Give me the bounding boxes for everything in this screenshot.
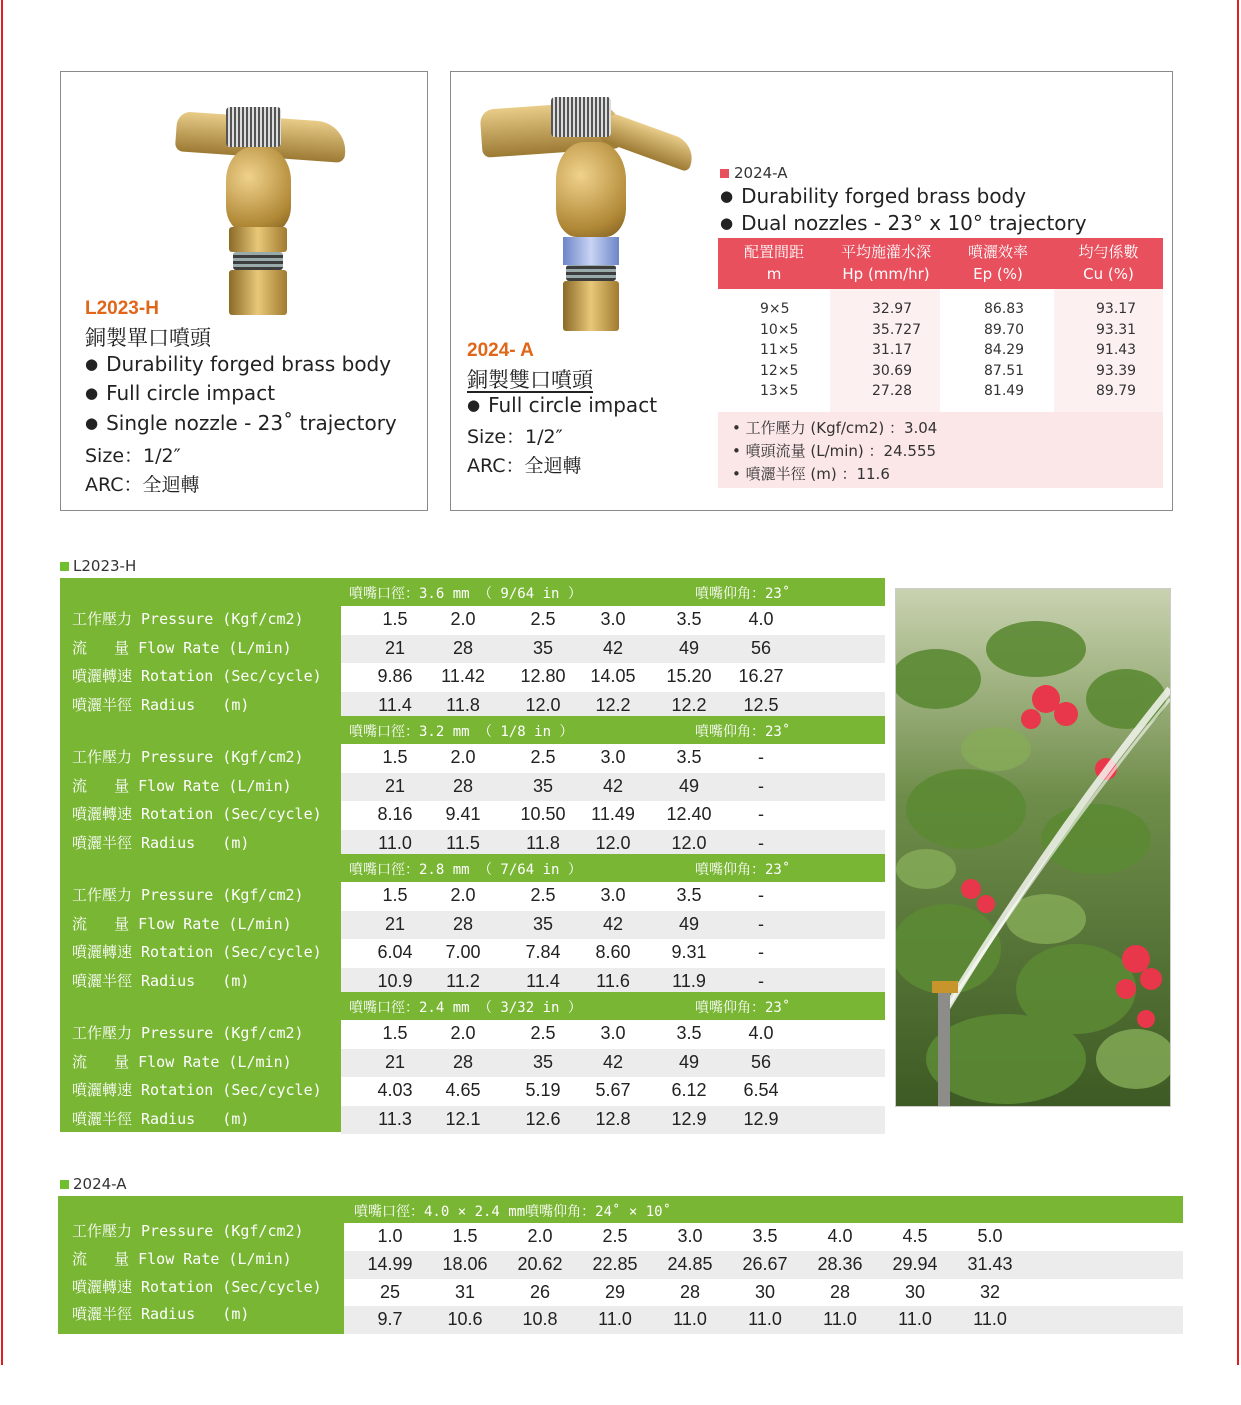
product-code: L2023-H xyxy=(85,298,159,319)
value-cell: 49 xyxy=(678,913,700,934)
perf-cell: 87.51 xyxy=(984,362,1025,379)
value-cell: 28.36 xyxy=(817,1253,863,1274)
value-cell: 2.5 xyxy=(530,885,556,905)
value-cell: 11.4 xyxy=(378,694,412,715)
value-cell: 11.8 xyxy=(526,832,560,853)
value-cell: 12.5 xyxy=(743,694,779,715)
perf-cell: 31.17 xyxy=(872,342,913,358)
value-cell: 2.5 xyxy=(530,1023,556,1043)
value-cell: - xyxy=(758,885,764,905)
value-cell: 26.67 xyxy=(742,1253,788,1274)
value-cell: 14.99 xyxy=(367,1253,413,1274)
value-cell: 1.5 xyxy=(382,747,408,767)
value-cell: 12.0 xyxy=(525,694,561,715)
perf-feature: ● Dual nozzles - 23° x 10° trajectory xyxy=(720,211,1087,235)
perf-cell: 84.29 xyxy=(984,342,1025,358)
value-cell: 1.5 xyxy=(382,885,408,905)
nozzle-angle: 噴嘴仰角：23˚ xyxy=(695,724,791,740)
feature-item: ● Durability forged brass body xyxy=(85,352,391,376)
value-cell: 35 xyxy=(532,775,554,796)
value-cell: - xyxy=(758,832,764,853)
value-cell: 21 xyxy=(384,1051,406,1072)
perf-tag: 2024-A xyxy=(720,164,788,182)
value-cell: 56 xyxy=(750,1051,772,1072)
value-cell: 26 xyxy=(529,1281,551,1302)
value-cell: 11.6 xyxy=(596,970,630,991)
value-cell: 21 xyxy=(384,637,406,658)
value-cell: 11.2 xyxy=(446,970,480,991)
perf-cell: 27.28 xyxy=(872,383,913,399)
row-label: 工作壓力 Pressure (Kgf/cm2) xyxy=(72,1024,304,1042)
feature-item: ● Full circle impact xyxy=(85,381,275,405)
sprinkler-2024a-image xyxy=(481,87,701,337)
value-cell: 9.41 xyxy=(445,804,481,824)
value-cell: 42 xyxy=(602,913,624,934)
row-label: 噴灑半徑 Radius (m) xyxy=(72,695,250,714)
value-cell: 11.3 xyxy=(378,1108,412,1129)
value-cell: 12.2 xyxy=(595,694,631,715)
row-label: 流 量 Flow Rate (L/min) xyxy=(72,914,292,933)
value-cell: 4.5 xyxy=(902,1226,928,1246)
value-cell: 6.12 xyxy=(671,1080,707,1100)
value-cell: 12.40 xyxy=(666,804,712,824)
value-cell: 8.16 xyxy=(377,804,413,824)
spec-table-l2023h xyxy=(60,578,885,1132)
value-cell: 20.62 xyxy=(517,1253,563,1274)
nozzle-angle: 噴嘴仰角：23˚ xyxy=(695,586,791,602)
value-cell: 10.9 xyxy=(377,970,413,991)
row-label: 噴灑轉速 Rotation (Sec/cycle) xyxy=(72,943,322,961)
value-cell: 30 xyxy=(754,1281,776,1302)
value-cell: 21 xyxy=(384,913,406,934)
value-cell: 9.31 xyxy=(671,942,707,962)
value-cell: 5.67 xyxy=(595,1080,631,1100)
row-label: 工作壓力 Pressure (Kgf/cm2) xyxy=(72,748,304,766)
value-cell: 42 xyxy=(602,775,624,796)
value-cell: 35 xyxy=(532,913,554,934)
feature-item: ● Full circle impact xyxy=(467,393,657,417)
row-label: 噴灑半徑 Radius (m) xyxy=(72,1305,250,1324)
value-cell: 28 xyxy=(452,775,474,796)
value-cell: 32 xyxy=(979,1281,1001,1302)
value-cell: 1.5 xyxy=(382,1023,408,1043)
value-cell: 11.0 xyxy=(748,1309,782,1330)
garden-photo xyxy=(895,588,1171,1107)
product-name: 銅製雙口噴頭 xyxy=(467,368,593,392)
value-cell: 6.54 xyxy=(743,1080,779,1100)
value-cell: 25 xyxy=(379,1281,401,1302)
value-cell: 49 xyxy=(678,775,700,796)
value-cell: 49 xyxy=(678,1051,700,1072)
value-cell: 28 xyxy=(679,1281,701,1302)
value-cell: 3.5 xyxy=(676,609,702,629)
row-label: 流 量 Flow Rate (L/min) xyxy=(72,1052,292,1071)
value-cell: 11.0 xyxy=(898,1309,932,1330)
product-card-l2023h xyxy=(60,71,428,511)
row-label: 噴灑轉速 Rotation (Sec/cycle) xyxy=(72,667,322,685)
value-cell: 10.50 xyxy=(520,804,566,824)
value-cell: 2.5 xyxy=(530,747,556,767)
flow-note: • 噴頭流量 (L/min) ：24.555 xyxy=(732,442,937,460)
value-cell: 11.5 xyxy=(446,832,480,853)
value-cell: 21 xyxy=(384,775,406,796)
product-card-2024a xyxy=(450,71,1173,511)
row-label: 工作壓力 Pressure (Kgf/cm2) xyxy=(72,610,304,628)
value-cell: 31 xyxy=(454,1281,476,1302)
value-cell: 2.0 xyxy=(527,1226,553,1246)
value-cell: - xyxy=(758,970,764,991)
value-cell: 11.8 xyxy=(446,694,480,715)
nozzle-spec: 噴嘴口徑：3.6 mm （ 9/64 in ） xyxy=(349,586,582,602)
left-border-line xyxy=(1,0,3,1365)
perf-cell: 9×5 xyxy=(760,301,790,317)
pressure-note: • 工作壓力 (Kgf/cm2) ：3.04 xyxy=(732,419,938,437)
value-cell: 11.0 xyxy=(823,1309,857,1330)
value-cell: 5.0 xyxy=(977,1226,1003,1246)
value-cell: 8.60 xyxy=(595,942,631,962)
value-cell: 7.00 xyxy=(445,942,481,962)
value-cell: 2.5 xyxy=(530,609,556,629)
value-cell: 28 xyxy=(452,1051,474,1072)
value-cell: 11.49 xyxy=(591,804,635,824)
perf-cell: 93.39 xyxy=(1096,362,1137,379)
perf-cell: 35.727 xyxy=(872,321,921,338)
value-cell: 2.0 xyxy=(450,885,476,905)
perf-cell: 86.83 xyxy=(984,301,1025,317)
perf-feature: ● Durability forged brass body xyxy=(720,184,1026,208)
feature-item: ● Single nozzle - 23˚ trajectory xyxy=(85,411,397,435)
perf-cell: 13×5 xyxy=(760,383,799,399)
value-cell: 9.86 xyxy=(377,666,413,686)
value-cell: 28 xyxy=(829,1281,851,1302)
value-cell: 12.6 xyxy=(525,1108,561,1129)
perf-cell: 93.31 xyxy=(1096,321,1137,338)
value-cell: 1.0 xyxy=(377,1226,403,1246)
value-cell: 28 xyxy=(452,913,474,934)
perf-cell: 89.70 xyxy=(984,321,1025,338)
row-label: 噴灑轉速 Rotation (Sec/cycle) xyxy=(72,1277,322,1296)
value-cell: 3.5 xyxy=(752,1226,778,1246)
value-cell: 2.5 xyxy=(602,1226,628,1246)
value-cell: 3.5 xyxy=(676,747,702,767)
value-cell: 42 xyxy=(602,1051,624,1072)
value-cell: 12.9 xyxy=(743,1108,779,1129)
sprinkler-l2023h-image xyxy=(171,87,351,317)
value-cell: 14.05 xyxy=(590,666,636,686)
nozzle-angle: 噴嘴仰角：23˚ xyxy=(695,862,791,878)
value-cell: 24.85 xyxy=(667,1253,713,1274)
perf-cell: 30.69 xyxy=(872,362,913,379)
row-label: 噴灑轉速 Rotation (Sec/cycle) xyxy=(72,805,322,823)
arc-text: ARC：全迴轉 xyxy=(467,455,582,477)
value-cell: 30 xyxy=(904,1281,926,1302)
value-cell: 4.0 xyxy=(827,1226,853,1246)
perf-cell: 93.17 xyxy=(1096,301,1137,317)
value-cell: - xyxy=(758,942,764,962)
arc-text: ARC：全迴轉 xyxy=(85,474,200,496)
value-cell: 3.0 xyxy=(600,885,626,905)
nozzle-spec: 噴嘴口徑：4.0 × 2.4 mm噴嘴仰角：24˚ × 10˚ xyxy=(354,1204,672,1220)
row-label: 流 量 Flow Rate (L/min) xyxy=(72,638,292,657)
value-cell: - xyxy=(758,747,764,767)
value-cell: 42 xyxy=(602,637,624,658)
value-cell: 2.0 xyxy=(450,747,476,767)
size-text: Size：1/2″ xyxy=(85,445,181,467)
value-cell: 16.27 xyxy=(738,666,784,686)
perf-cell: 32.97 xyxy=(872,301,913,317)
value-cell: 1.5 xyxy=(382,609,408,629)
value-cell: 3.0 xyxy=(677,1226,703,1246)
value-cell: 12.9 xyxy=(671,1108,707,1129)
nozzle-angle: 噴嘴仰角：23˚ xyxy=(695,1000,791,1016)
row-label: 工作壓力 Pressure (Kgf/cm2) xyxy=(72,1222,304,1240)
value-cell: 56 xyxy=(750,637,772,658)
spec-table-2024a xyxy=(58,1196,1183,1334)
value-cell: 35 xyxy=(532,637,554,658)
value-cell: - xyxy=(758,775,764,796)
value-cell: 4.0 xyxy=(748,609,774,629)
value-cell: 1.5 xyxy=(452,1226,478,1246)
value-cell: 11.42 xyxy=(441,666,485,686)
value-cell: 28 xyxy=(452,637,474,658)
product-name: 銅製單口噴頭 xyxy=(85,326,211,350)
value-cell: 29.94 xyxy=(892,1253,938,1274)
value-cell: 11.0 xyxy=(973,1309,1007,1330)
perf-cell: 81.49 xyxy=(984,383,1025,399)
value-cell: 5.19 xyxy=(525,1080,561,1100)
value-cell: 12.8 xyxy=(595,1108,631,1129)
value-cell: 7.84 xyxy=(525,942,561,962)
right-border-line xyxy=(1237,0,1239,1365)
value-cell: 11.0 xyxy=(673,1309,707,1330)
value-cell: 11.4 xyxy=(526,970,560,991)
row-label: 噴灑半徑 Radius (m) xyxy=(72,1109,250,1128)
value-cell: 10.8 xyxy=(522,1309,558,1330)
row-label: 工作壓力 Pressure (Kgf/cm2) xyxy=(72,886,304,904)
section-title-l2023h: L2023-H xyxy=(60,557,136,575)
perf-cell: 89.79 xyxy=(1096,383,1137,399)
row-label: 噴灑半徑 Radius (m) xyxy=(72,833,250,852)
nozzle-spec: 噴嘴口徑：2.4 mm （ 3/32 in ） xyxy=(349,1000,582,1016)
value-cell: 2.0 xyxy=(450,1023,476,1043)
value-cell: - xyxy=(758,913,764,934)
perf-cell: 91.43 xyxy=(1096,342,1137,358)
value-cell: 12.80 xyxy=(520,666,566,686)
value-cell: 2.0 xyxy=(450,609,476,629)
perf-notes xyxy=(718,412,1163,488)
perf-cell: 11×5 xyxy=(760,342,799,358)
value-cell: 4.0 xyxy=(748,1023,774,1043)
value-cell: 12.2 xyxy=(671,694,707,715)
value-cell: 15.20 xyxy=(666,666,712,686)
value-cell: 6.04 xyxy=(377,942,413,962)
value-cell: 35 xyxy=(532,1051,554,1072)
nozzle-spec: 噴嘴口徑：2.8 mm （ 7/64 in ） xyxy=(349,862,582,878)
value-cell: 3.0 xyxy=(600,609,626,629)
value-cell: 12.0 xyxy=(595,832,631,853)
row-label: 噴灑轉速 Rotation (Sec/cycle) xyxy=(72,1081,322,1099)
value-cell: 3.0 xyxy=(600,1023,626,1043)
section-title-2024a: 2024-A xyxy=(60,1175,127,1193)
value-cell: 3.5 xyxy=(676,885,702,905)
perf-cell: 12×5 xyxy=(760,362,799,379)
value-cell: 12.0 xyxy=(671,832,707,853)
value-cell: 31.43 xyxy=(967,1253,1013,1274)
perf-cell: 10×5 xyxy=(760,321,799,338)
value-cell: 11.9 xyxy=(672,970,706,991)
value-cell: 10.6 xyxy=(447,1309,483,1330)
value-cell: 11.0 xyxy=(598,1309,632,1330)
product-code: 2024- A xyxy=(467,340,534,361)
nozzle-spec: 噴嘴口徑：3.2 mm （ 1/8 in ） xyxy=(349,724,574,740)
value-cell: 49 xyxy=(678,637,700,658)
value-cell: 4.65 xyxy=(445,1080,481,1100)
value-cell: 11.0 xyxy=(378,832,412,853)
value-cell: 4.03 xyxy=(377,1080,413,1100)
value-cell: 9.7 xyxy=(377,1309,403,1330)
row-label: 噴灑半徑 Radius (m) xyxy=(72,971,250,990)
perf-table-body xyxy=(718,289,1163,412)
value-cell: - xyxy=(758,804,764,824)
value-cell: 3.0 xyxy=(600,747,626,767)
value-cell: 18.06 xyxy=(442,1253,488,1274)
perf-table-header: 配置間距 m 平均施灌水深 Hp (mm/hr) 噴灑效率 Ep (%) 均勻係數 Cu (%) xyxy=(718,238,1163,289)
value-cell: 29 xyxy=(604,1281,626,1302)
value-cell: 12.1 xyxy=(445,1108,481,1129)
row-label: 流 量 Flow Rate (L/min) xyxy=(72,776,292,795)
size-text: Size：1/2″ xyxy=(467,426,563,448)
row-label: 流 量 Flow Rate (L/min) xyxy=(72,1249,292,1268)
radius-note: • 噴灑半徑 (m) ：11.6 xyxy=(732,465,890,483)
value-cell: 3.5 xyxy=(676,1023,702,1043)
value-cell: 22.85 xyxy=(592,1253,638,1274)
